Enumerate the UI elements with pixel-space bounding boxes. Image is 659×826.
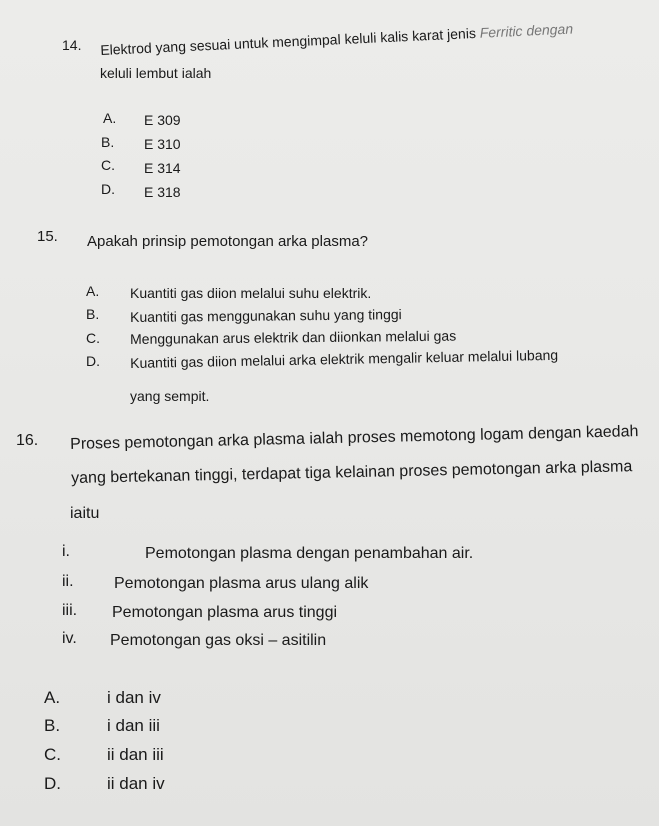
- option-text[interactable]: E 314: [144, 160, 181, 176]
- option-letter[interactable]: C.: [44, 745, 61, 764]
- question-number: 15.: [37, 228, 58, 245]
- question-text-line2: keluli lembut ialah: [100, 65, 212, 81]
- option-text[interactable]: i dan iv: [107, 688, 161, 707]
- option-text[interactable]: E 310: [144, 136, 181, 152]
- question-text-line1: [100, 21, 573, 58]
- question-text-line1: Proses pemotongan arka plasma ialah proses memotong logam dengan kaedah: [70, 423, 639, 453]
- option-text-continued: yang sempit.: [130, 388, 210, 404]
- option-letter[interactable]: C.: [101, 157, 115, 173]
- option-text[interactable]: E 309: [144, 112, 181, 128]
- question-number: 14.: [62, 37, 82, 53]
- option-text[interactable]: E 318: [144, 184, 181, 200]
- statement-text: Pemotongan plasma arus tinggi: [112, 604, 338, 621]
- statement-numeral: iv.: [62, 630, 77, 647]
- statement-text: Pemotongan plasma arus ulang alik: [114, 575, 369, 592]
- option-text[interactable]: Menggunakan arus elektrik dan diionkan melalui gas: [130, 327, 457, 347]
- question-text: Apakah prinsip pemotongan arka plasma?: [87, 233, 369, 250]
- statement-text: Pemotongan gas oksi – asitilin: [110, 632, 327, 649]
- option-text[interactable]: ii dan iii: [107, 745, 164, 764]
- option-text[interactable]: i dan iii: [107, 716, 160, 735]
- option-letter[interactable]: D.: [86, 353, 100, 369]
- question-text: Elektrod yang sesuai untuk mengimpal keluli kalis karat jenis: [100, 24, 477, 58]
- option-letter[interactable]: A.: [103, 110, 117, 126]
- option-letter[interactable]: B.: [44, 716, 61, 735]
- option-letter[interactable]: B.: [101, 134, 115, 150]
- statement-numeral: iii.: [62, 602, 78, 619]
- option-letter[interactable]: A.: [44, 688, 61, 707]
- option-text[interactable]: Kuantiti gas diion melalui suhu elektrik.: [130, 285, 372, 301]
- option-letter[interactable]: D.: [101, 181, 115, 197]
- option-letter[interactable]: C.: [86, 330, 100, 346]
- question-text-faded: Ferritic dengan: [479, 20, 574, 41]
- question-text-line2: yang bertekanan tinggi, terdapat tiga kelainan proses pemotongan arka plasma: [71, 458, 633, 487]
- option-text[interactable]: ii dan iv: [107, 774, 165, 793]
- statement-text: Pemotongan plasma dengan penambahan air.: [145, 545, 474, 562]
- option-letter[interactable]: B.: [86, 306, 100, 322]
- statement-numeral: ii.: [62, 573, 74, 590]
- option-text[interactable]: Kuantiti gas menggunakan suhu yang tinggi: [130, 306, 402, 325]
- option-text[interactable]: Kuantiti gas diion melalui arka elektrik mengalir keluar melalui lubang: [130, 346, 559, 371]
- question-text-line3: iaitu: [70, 505, 100, 522]
- statement-numeral: i.: [62, 543, 70, 560]
- question-number: 16.: [16, 432, 39, 449]
- option-letter[interactable]: D.: [44, 774, 61, 793]
- option-letter[interactable]: A.: [86, 283, 100, 299]
